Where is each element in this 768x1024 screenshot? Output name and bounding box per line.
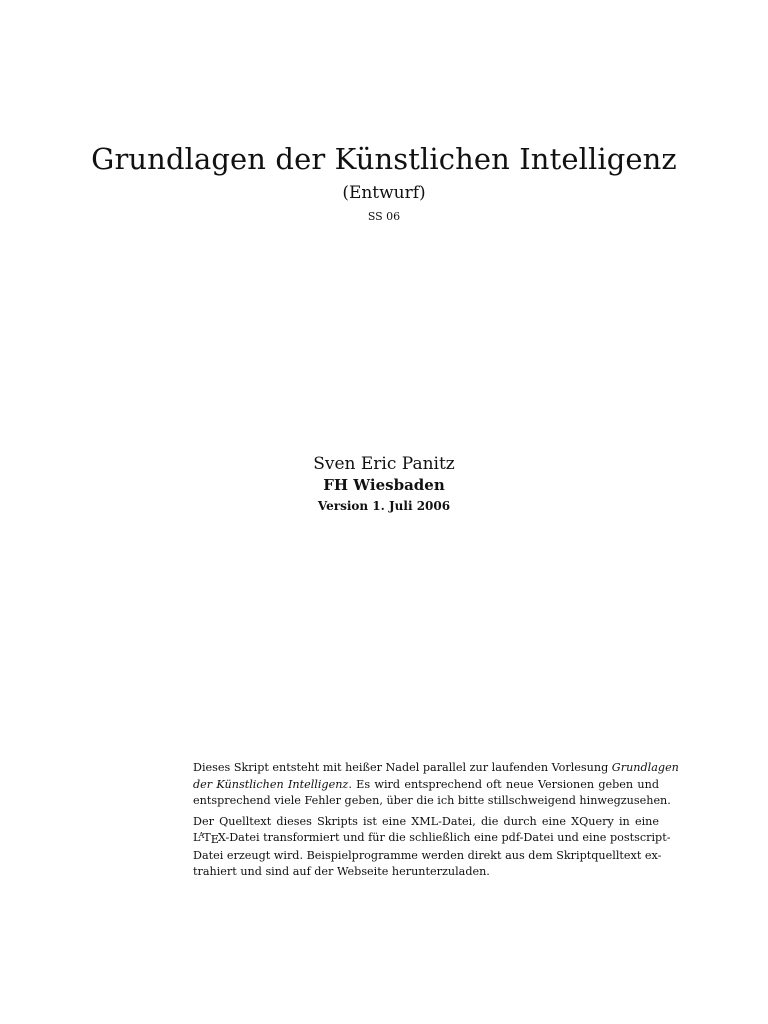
latex-logo: $L^ATEX$ [193, 831, 226, 846]
abstract-line [193, 830, 671, 848]
abstract-text: . Es wird entsprechend oft neue Versionen geben und [348, 777, 659, 791]
abstract-line: trahiert und sind auf der Webseite herunterzuladen. [193, 865, 490, 878]
version-date: Version 1. Juli 2006 [317, 499, 451, 513]
abstract-line [193, 777, 659, 794]
institution-name: FH Wiesbaden [323, 476, 445, 494]
abstract-paragraph-1 [193, 760, 679, 810]
abstract-line [193, 760, 679, 777]
document-subtitle: (Entwurf) [342, 183, 426, 203]
lecture-title-emphasis: der Künstlichen Intelligenz [193, 777, 349, 791]
abstract-line: Der Quelltext dieses Skripts ist eine XML-Datei, die durch eine XQuery in eine [193, 814, 659, 828]
abstract-block [193, 760, 679, 885]
abstract-line: entsprechend viele Fehler geben, über die ich bitte stillschweigend hinwegzusehen. [193, 794, 671, 807]
abstract-text: -Datei transformiert und für die schließlich eine pdf-Datei und eine postscript- [225, 831, 671, 844]
abstract-paragraph-2 [193, 814, 671, 881]
abstract-text: Dieses Skript entsteht mit heißer Nadel parallel zur laufenden Vorlesung [193, 761, 612, 774]
author-name: Sven Eric Panitz [313, 454, 455, 474]
semester-label: SS 06 [367, 210, 401, 223]
abstract-line: Datei erzeugt wird. Beispielprogramme werden direkt aus dem Skriptquelltext ex- [193, 848, 662, 862]
lecture-title-emphasis: Grundlagen [611, 761, 679, 774]
document-title: Grundlagen der Künstlichen Intelligenz [91, 142, 677, 176]
